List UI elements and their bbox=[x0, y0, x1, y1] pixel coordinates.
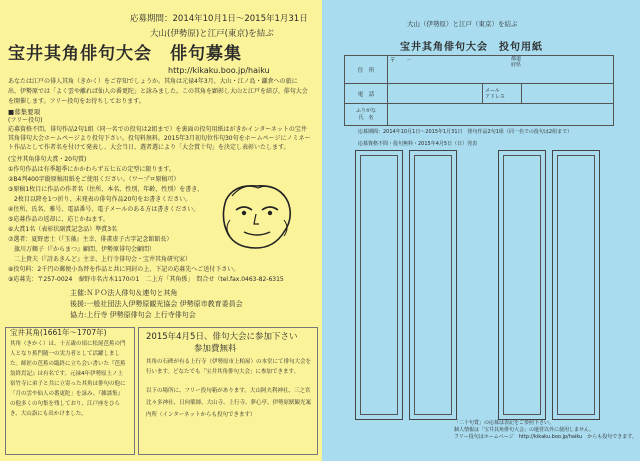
rule-line: 2枚目以降を1つ折り、未発表の俳句作品20句をお書きください。 bbox=[8, 196, 192, 203]
rule-line: ⑧投句料：2千円の郵便小為替を作品と共に同封の上、下記の応募先へご送付下さい。 bbox=[8, 266, 240, 273]
organizer-host: 主催:ＮＰＯ法人俳句＆連句と其角 bbox=[70, 289, 178, 297]
right-page bbox=[322, 0, 640, 461]
footer-line: 個人情報は「宝井其角俳句大会」の運営以外に使用しません。 bbox=[454, 427, 595, 433]
haiku-entry-slip-1[interactable] bbox=[355, 150, 403, 420]
free-text-line: 其角俳句大会ホームページより投句下さい。投句料無料。2015年3月初旬位作句30句をホームページにノミネー bbox=[8, 135, 311, 142]
name-label: ふりがな 氏 名 bbox=[345, 104, 388, 126]
postal-mark: 〒 － bbox=[390, 58, 413, 64]
footer-line: フリー投句はホームページ http://kikaku.boo.jp/haiku からも投句できます。 bbox=[454, 434, 637, 440]
rule-line: ①作句作品は有季題季にかかわらず五七五の定型に限ります。 bbox=[8, 166, 175, 173]
free-submission-heading: (フリー投句) bbox=[8, 117, 43, 124]
email-label: メール アドレス bbox=[483, 84, 522, 104]
event-title bbox=[146, 331, 297, 355]
intro-text: あなたは江戸の俳人其角（きかく）をご存知でしょうか。其角は元禄4年3月、大山・江ノ島・鎌倉への旅に出、伊勢原では「よく雲や離れば仙人の番更陀」と詠みました。この其角を顕彰し大山と江戸を結び、俳句大会を開催します。フリー投句をお待ちしております。 bbox=[8, 78, 308, 105]
biography-title: 宝井其角(1661年～1707年) bbox=[10, 328, 107, 337]
rules-heading: (宝井其角俳句大賞・20句賞) bbox=[8, 156, 87, 163]
name-field[interactable] bbox=[388, 104, 614, 126]
email-field[interactable] bbox=[522, 84, 614, 104]
free-text-line: 応募資格不問。俳句作品2句1組（同一名での投句は2組まで）を裏面の投句用紙はがきかインターネットの宝井 bbox=[8, 126, 307, 133]
application-period: 応募期間：2014年10月1日～2015年1月31日 bbox=[130, 14, 308, 24]
left-subtitle: 大山(伊勢原)と江戸(東京)を結ぶ bbox=[150, 29, 274, 39]
website-url[interactable]: http://kikaku.boo.jp/haiku bbox=[168, 66, 270, 75]
event-title-line: 2015年4月5日、俳句大会に参加下さい bbox=[146, 332, 298, 342]
rule-line: 二上貴夫（『詩あきんど』主幸、上行寺俳句会・宝井其角研究家） bbox=[8, 256, 192, 263]
haiku-entry-slip-2[interactable] bbox=[409, 150, 457, 420]
entry-form-table bbox=[344, 55, 614, 126]
rule-line: ③原稿1枚目に作品の作者名（住所、本名、性別、年齢、性別）を書き、 bbox=[8, 186, 203, 193]
rule-line: 旗川万鶴子（『からまつ』顧問、伊勢原俳句会顧問） bbox=[8, 246, 156, 253]
phone-field[interactable] bbox=[388, 84, 483, 104]
organizers bbox=[70, 288, 243, 321]
phone-label: 電 話 bbox=[345, 84, 388, 104]
event-fee: 参加費無料 bbox=[194, 344, 237, 354]
kikaku-portrait-illustration bbox=[214, 180, 300, 258]
rule-line: ⑨応募先：〒257-0024 秦野市名古木1170の1 二上方「其角係」 問合せ（tel.fax.0463-82-6315 bbox=[8, 276, 284, 283]
address-label: 住 所 bbox=[345, 56, 388, 84]
rule-line: ④住所、氏名、雅号、電話番号、電子メールのある方は書きください。 bbox=[8, 206, 200, 213]
organizer-sponsor: 後援:一般社団法人伊勢原観光協会 伊勢原市教育委員会 bbox=[70, 300, 243, 308]
rule-line: ⑤応募作品の返却に、応じかねます。 bbox=[8, 216, 109, 223]
submission-box-list: 以下の場所に、フリー投句箱があります。大山阿夫利神社、三之宮比々多神社、日向薬師、大山寺、上行寺、夢心亭、伊勢原駅観光案内所（インターネットからも投句できます） bbox=[146, 388, 312, 418]
prefecture-label: 都道 府県 bbox=[510, 56, 521, 68]
event-text: 其角の石碑が有る上行寺（伊勢原市上粕屋）の本堂にて俳句大会を行います。どなたでも「宝井其角俳句大会」に参加できます。 bbox=[146, 359, 312, 375]
haiku-entry-slip-3[interactable] bbox=[498, 150, 546, 420]
haiku-entry-slip-4[interactable] bbox=[552, 150, 600, 420]
organizer-support: 協力:上行寺 伊勢原俳句会 上行寺俳句会 bbox=[70, 311, 196, 319]
right-title: 宝井其角俳句大会 投句用紙 bbox=[400, 42, 543, 53]
right-footer bbox=[454, 420, 637, 441]
rule-line: ⑥大賞1名（表彰状副賞記念品）準賞3名 bbox=[8, 226, 118, 233]
rule-line: ②B4判400字縦原稿用紙をご使用ください。（ワープロ原稿可） bbox=[8, 176, 180, 183]
requirements-heading: ■募集要項 bbox=[8, 108, 41, 116]
biography-text: 其角（きかく）は、十五歳の頃に松尾芭蕉の門人となり蕉門随一の実力者として活躍しました。師匠の芭蕉の臨終に立ち会い書いた『芭蕉翁終焉記』は有名です。元禄4年伊勢原上ノ上宿竹寺に弟子と共に立寄った其角は俳句の他に「月の雲や仙人の番更陀」を詠み、『雑談集』の他多くの句集を残しており、江戸座をひらき、大山詣にも出かけました。 bbox=[10, 341, 126, 417]
entry-period-note: 応募期間：2014年10月1日～2015年1月31日 俳句作品2句1組（同一名での投句は2組まで） bbox=[358, 129, 573, 135]
eligibility-note: 応募資格不問・投句無料・2015年4月5日（日）発表 bbox=[358, 141, 478, 147]
left-title: 宝井其角俳句大会 俳句募集 bbox=[8, 44, 242, 64]
footer-line: 「二十句賞」の応募は表記をご参照下さい。 bbox=[454, 420, 555, 426]
free-text-line: ト作品として作者名を付けて発表し、大会当日、選者選により「大会賞十句」を決定し表彰いたします。 bbox=[8, 144, 290, 151]
right-subtitle: 大山（伊勢原）と江戸（東京）を結ぶ bbox=[407, 20, 518, 28]
address-field[interactable] bbox=[388, 56, 614, 84]
rule-line: ⑦選者：夏野恵士（『玉藻』主幸、俳畫虚子古字記念館館長） bbox=[8, 236, 173, 243]
